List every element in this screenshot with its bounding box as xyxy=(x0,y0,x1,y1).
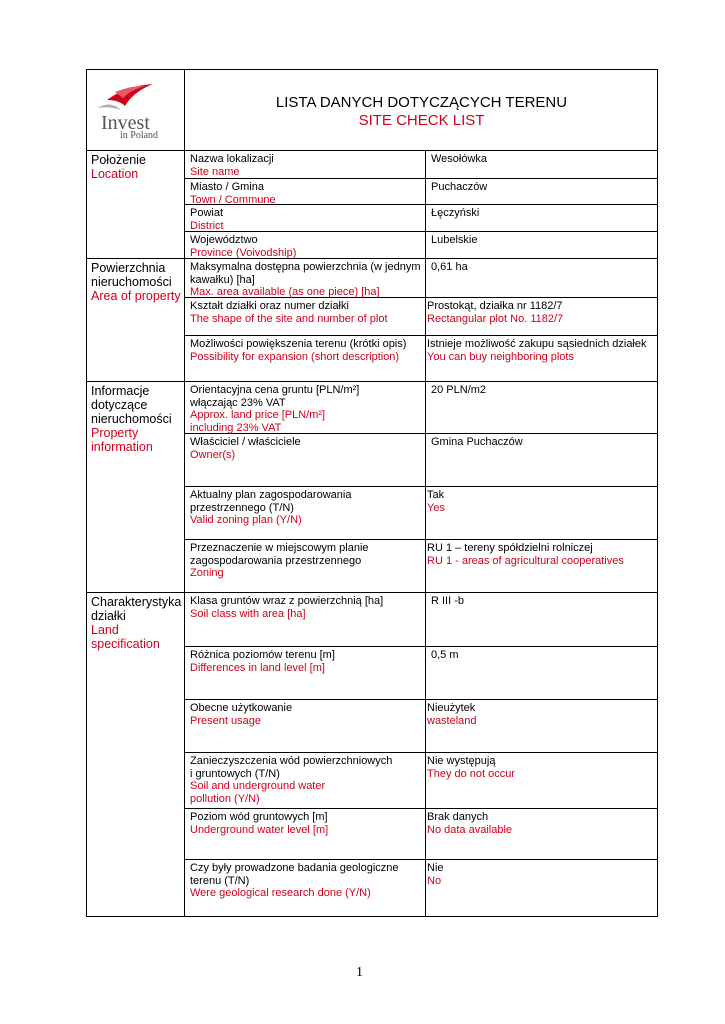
row-value-pl: Nieużytek xyxy=(427,702,476,714)
section-heading xyxy=(91,595,181,651)
row-divider xyxy=(184,699,658,700)
row-label-en: Owner(s) xyxy=(190,448,236,461)
section-heading-pl: Charakterystyka xyxy=(91,595,182,609)
row-value-pl: Gmina Puchaczów xyxy=(431,436,523,448)
row-value xyxy=(431,649,459,662)
row-value xyxy=(431,234,477,247)
row-value xyxy=(431,384,486,397)
row-label-pl: Aktualny plan zagospodarowania xyxy=(190,489,352,501)
row-label-en: Approx. land price [PLN/m²] xyxy=(190,409,326,421)
row-value xyxy=(427,338,647,363)
row-label xyxy=(190,489,351,527)
section-heading-pl: działki xyxy=(91,609,126,623)
row-divider xyxy=(184,646,658,647)
row-divider xyxy=(184,752,658,753)
section-heading-pl: Powierzchnia xyxy=(91,261,166,275)
row-divider xyxy=(184,539,658,540)
row-value-en: They do not occur xyxy=(427,767,516,780)
row-label xyxy=(190,649,335,674)
row-label-en: District xyxy=(190,219,224,232)
row-label-en: Differences in land level [m] xyxy=(190,661,325,674)
row-label xyxy=(190,261,421,299)
row-label-en: Zoning xyxy=(190,567,224,579)
section-heading-en: Location xyxy=(91,167,139,181)
section-divider xyxy=(86,592,658,593)
row-label xyxy=(190,436,301,461)
row-label-pl: Miasto / Gmina xyxy=(190,181,264,193)
section-heading-en: Land xyxy=(91,623,119,637)
row-label xyxy=(190,153,274,178)
row-value xyxy=(427,300,563,325)
row-label-pl: terenu (T/N) xyxy=(190,874,250,887)
row-label xyxy=(190,234,296,259)
row-divider xyxy=(184,335,658,336)
row-label-pl: Możliwości powiększenia terenu (krótki opis) xyxy=(190,338,407,350)
row-label-en: Soil class with area [ha] xyxy=(190,607,306,620)
row-value-pl: 20 PLN/m2 xyxy=(431,384,487,396)
title-english: SITE CHECK LIST xyxy=(358,112,485,129)
section-heading-pl: Położenie xyxy=(91,153,146,167)
section-heading xyxy=(91,384,172,454)
row-value-pl: Nie występują xyxy=(427,755,496,767)
row-label-pl: Nazwa lokalizacji xyxy=(190,153,274,165)
row-value-en: Rectangular plot No. 1182/7 xyxy=(427,312,564,325)
row-value xyxy=(427,489,445,514)
row-value-pl: Nie xyxy=(427,862,444,874)
row-label-pl: Czy były prowadzone badania geologiczne xyxy=(190,862,399,874)
row-value xyxy=(431,181,487,194)
section-heading-en: Area of property xyxy=(91,289,181,303)
row-value-en: No xyxy=(427,874,442,887)
invest-in-poland-logo xyxy=(87,70,184,150)
row-label xyxy=(190,181,276,206)
logo-subtext: in Poland xyxy=(120,130,159,141)
row-label xyxy=(190,702,292,727)
header-divider xyxy=(86,150,658,151)
row-value xyxy=(431,436,523,449)
section-heading-pl: nieruchomości xyxy=(91,412,172,426)
row-divider xyxy=(184,231,658,232)
title-polish: LISTA DANYCH DOTYCZĄCYCH TERENU xyxy=(275,94,568,111)
section-heading-pl: Informacje xyxy=(91,384,150,398)
row-label xyxy=(190,338,406,363)
row-value xyxy=(431,595,464,608)
row-value-en: wasteland xyxy=(427,714,477,727)
row-value xyxy=(427,811,512,836)
row-value-pl: Brak danych xyxy=(427,811,489,823)
row-label-pl: i gruntowych (T/N) xyxy=(190,767,280,780)
row-label-en: Max. area available (as one piece) [ha] xyxy=(190,286,380,298)
row-label-pl: Różnica poziomów terenu [m] xyxy=(190,649,335,661)
row-label-en: including 23% VAT xyxy=(190,421,282,434)
row-label-en: Town / Commune xyxy=(190,193,276,206)
section-heading-en: specification xyxy=(91,637,160,651)
row-label-pl: Województwo xyxy=(190,234,258,246)
section-heading-en: information xyxy=(91,440,153,454)
row-label xyxy=(190,207,224,232)
row-value-pl: Prostokąt, działka nr 1182/7 xyxy=(427,300,563,312)
row-label-pl: Orientacyjna cena gruntu [PLN/m²] xyxy=(190,384,360,396)
row-value-pl: Tak xyxy=(427,489,445,501)
row-label xyxy=(190,542,369,580)
row-label-pl: zagospodarowania przestrzennego xyxy=(190,554,362,567)
logo-text: Invest xyxy=(101,112,150,134)
row-label-pl: włączając 23% VAT xyxy=(190,396,286,409)
row-label-pl: Powiat xyxy=(190,207,224,219)
row-value xyxy=(431,207,479,220)
row-value-pl: 0,61 ha xyxy=(431,261,468,273)
row-value-pl: Lubelskie xyxy=(431,234,478,246)
row-value-en: You can buy neighboring plots xyxy=(427,350,574,363)
row-value-pl: Wesołówka xyxy=(431,153,488,165)
row-divider xyxy=(184,808,658,809)
value-column-divider xyxy=(425,150,426,917)
section-heading xyxy=(91,153,146,181)
row-value-pl: 0,5 m xyxy=(431,649,459,661)
row-value-pl: RU 1 – tereny spółdzielni rolniczej xyxy=(427,542,593,554)
row-label-pl: Przeznaczenie w miejscowym planie xyxy=(190,542,369,554)
page-number: 1 xyxy=(356,965,363,980)
row-label-pl: Kształt działki oraz numer działki xyxy=(190,300,349,312)
row-label-en: Present usage xyxy=(190,714,261,727)
row-label-en: Underground water level [m] xyxy=(190,823,329,836)
row-value xyxy=(431,153,487,166)
row-divider xyxy=(184,178,658,179)
row-label-en: Province (Voivodship) xyxy=(190,246,297,259)
row-value xyxy=(427,702,477,727)
row-value-en: RU 1 - areas of agricultural cooperatives xyxy=(427,554,624,567)
row-label-en: Were geological research done (Y/N) xyxy=(190,887,371,899)
row-label xyxy=(190,300,388,325)
row-value xyxy=(427,542,624,567)
row-value-en: No data available xyxy=(427,823,513,836)
row-divider xyxy=(184,859,658,860)
row-label xyxy=(190,811,328,836)
row-label-pl: Zanieczyszczenia wód powierzchniowych xyxy=(190,755,393,767)
section-heading-en: Property xyxy=(91,426,139,440)
row-value-en: Yes xyxy=(427,501,445,514)
row-label-pl: Poziom wód gruntowych [m] xyxy=(190,811,328,823)
column-divider xyxy=(184,69,185,917)
row-value-pl: Puchaczów xyxy=(431,181,488,193)
section-divider xyxy=(86,381,658,382)
row-label-en: pollution (Y/N) xyxy=(190,792,260,805)
row-value xyxy=(427,755,515,780)
section-divider xyxy=(86,258,658,259)
section-heading xyxy=(91,261,181,303)
row-label xyxy=(190,595,383,620)
row-label-en: Possibility for expansion (short description) xyxy=(190,350,400,363)
row-value-pl: Istnieje możliwość zakupu sąsiednich działek xyxy=(427,338,647,350)
row-label-en: Soil and underground water xyxy=(190,780,326,792)
row-value xyxy=(431,261,468,274)
page-title xyxy=(185,94,658,130)
row-label-pl: Właściciel / właściciele xyxy=(190,436,301,448)
row-value-pl: Łęczyński xyxy=(431,207,480,219)
row-label-pl: Obecne użytkowanie xyxy=(190,702,293,714)
row-label-pl: Maksymalna dostępna powierzchnia (w jednym xyxy=(190,261,421,273)
row-label-pl: Klasa gruntów wraz z powierzchnią [ha] xyxy=(190,595,384,607)
row-label-pl: kawałku) [ha] xyxy=(190,273,255,286)
logo-swoosh-icon xyxy=(87,70,184,150)
section-heading-pl: dotyczące xyxy=(91,398,148,412)
row-label-en: Site name xyxy=(190,165,240,178)
row-label xyxy=(190,862,399,900)
row-label xyxy=(190,755,392,805)
row-label-en: The shape of the site and number of plot xyxy=(190,312,388,325)
row-divider xyxy=(184,486,658,487)
row-value-pl: R III -b xyxy=(431,595,465,607)
row-label xyxy=(190,384,359,434)
row-value xyxy=(427,862,444,887)
row-label-pl: przestrzennego (T/N) xyxy=(190,501,294,514)
row-label-en: Valid zoning plan (Y/N) xyxy=(190,514,302,526)
section-heading-pl: nieruchomości xyxy=(91,275,172,289)
